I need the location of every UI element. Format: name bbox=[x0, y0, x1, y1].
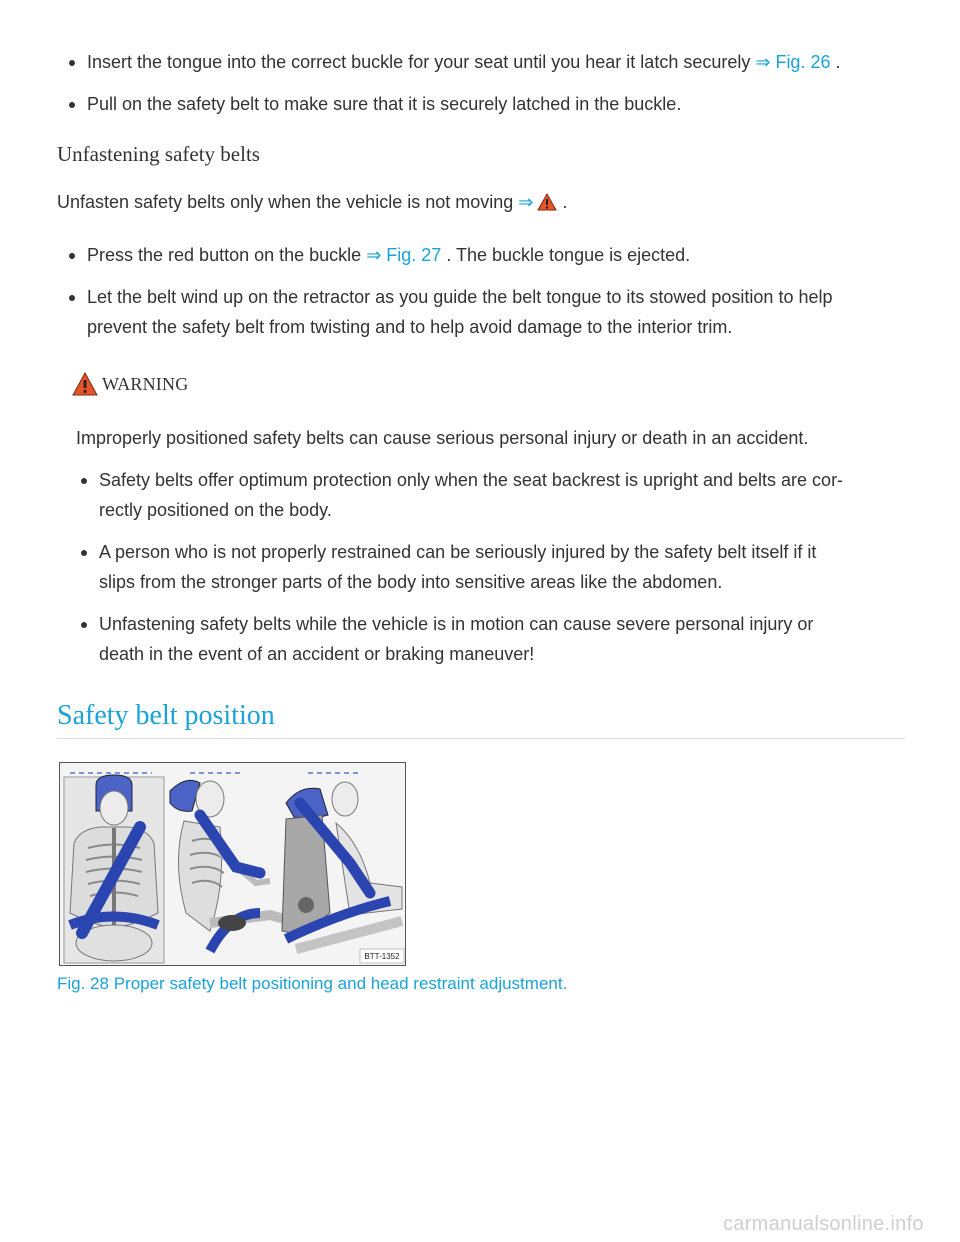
fig-26-link[interactable]: ⇒ Fig. 26 bbox=[755, 52, 831, 72]
list-item: Press the red button on the buckle ⇒ Fig. 27 . The buckle tongue is ejected. bbox=[87, 240, 887, 270]
unfastening-steps-list bbox=[87, 240, 887, 342]
list-item: Insert the tongue into the correct buckle for your seat until you hear it latch securely ⇒ Fig. 26 . bbox=[87, 47, 917, 77]
latch-steps-list bbox=[87, 47, 917, 119]
list-item: Pull on the safety belt to make sure that it is securely latched in the buckle. bbox=[87, 89, 917, 119]
warning-triangle-icon bbox=[537, 193, 557, 211]
fig-27-link[interactable]: ⇒ Fig. 27 bbox=[366, 245, 442, 265]
front-view bbox=[64, 775, 164, 963]
list-item: Let the belt wind up on the retractor as you guide the belt tongue to its stowed position to help prevent the safety belt from twisting and to help avoid damage to the interior trim. bbox=[87, 282, 887, 342]
warning-text: Improperly positioned safety belts can cause serious personal injury or death in an accident. bbox=[76, 428, 809, 448]
unfastening-intro: Unfasten safety belts only when the vehicle is not moving ⇒ . bbox=[57, 192, 568, 212]
warning-label: WARNING bbox=[102, 373, 189, 394]
list-item: Unfastening safety belts while the vehicle is in motion can cause severe personal injury or death in the event of an accident or braking maneuver! bbox=[99, 609, 899, 669]
section-heading-belt-position: Safety belt position bbox=[57, 700, 905, 739]
warning-header bbox=[72, 372, 188, 396]
warning-list bbox=[99, 465, 899, 669]
section-heading-unfastening: Unfastening safety belts bbox=[57, 142, 260, 166]
figure-code: BTT-1352 bbox=[364, 952, 400, 961]
list-item: Safety belts offer optimum protection only when the seat backrest is upright and belts are cor- rectly positioned on the body. bbox=[99, 465, 899, 525]
belt-position-figure[interactable] bbox=[59, 762, 406, 966]
warning-triangle-icon bbox=[72, 372, 98, 396]
belt-illustration bbox=[60, 763, 405, 965]
warning-ref-link[interactable]: ⇒ bbox=[518, 192, 557, 212]
figure-caption: Fig. 28 Proper safety belt positioning and head restraint adjustment. bbox=[57, 974, 568, 993]
list-item: A person who is not properly restrained can be seriously injured by the safety belt itself if it slips from the stronger parts of the body into sensitive areas like the abdomen. bbox=[99, 537, 899, 597]
site-watermark: carmanualsonline.info bbox=[723, 1213, 924, 1235]
